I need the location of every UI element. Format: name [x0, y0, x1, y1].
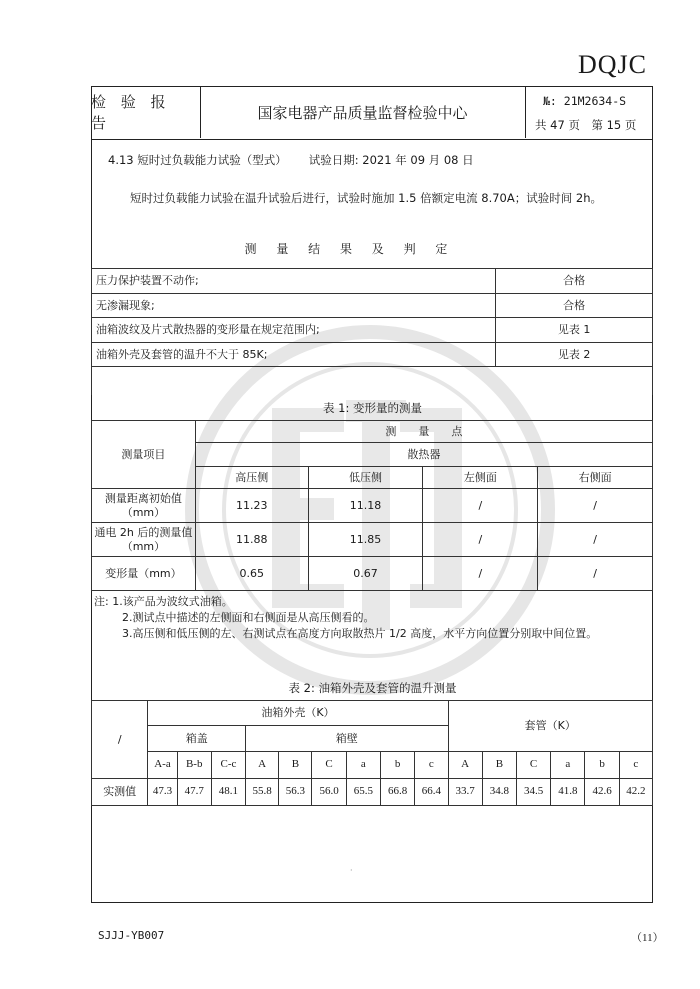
table-cell: / [538, 557, 653, 591]
col-header-side: 左侧面 [423, 467, 538, 489]
table-row [92, 342, 653, 367]
col-header-lid: 箱盖 [148, 726, 246, 752]
col-header-radiator: 散热器 [195, 443, 652, 467]
table-cell: 0.67 [308, 557, 423, 591]
point-label: B-b [177, 752, 211, 779]
section-title: 4.13 短时过负载能力试验（型式） [108, 153, 287, 167]
point-label: B [279, 752, 312, 779]
table-cell: 42.2 [619, 779, 652, 806]
table-cell: / [423, 489, 538, 523]
result-item: 压力保护装置不动作; [92, 269, 496, 294]
table-cell: 65.5 [346, 779, 380, 806]
table-cell: / [538, 489, 653, 523]
point-label: C-c [211, 752, 245, 779]
col-header-tank: 油箱外壳（K） [148, 701, 448, 726]
col-header-points: 测 量 点 [195, 421, 652, 443]
note-line: 3.高压侧和低压侧的左、右测试点在高度方向取散热片 1/2 高度，水平方向位置分别取中间位置。 [122, 627, 598, 640]
point-label: A [448, 752, 482, 779]
table-cell: 56.3 [279, 779, 312, 806]
col-header-item: 测量项目 [92, 421, 196, 489]
note-line: 2.测试点中描述的左侧面和右侧面是从高压侧看的。 [122, 611, 375, 624]
table-cell: 0.65 [195, 557, 308, 591]
table-cell: 42.6 [585, 779, 619, 806]
table-row [92, 367, 653, 396]
table-cell: 33.7 [448, 779, 482, 806]
table-cell: 66.4 [415, 779, 448, 806]
results-table [91, 268, 653, 395]
corner-cell: / [92, 701, 148, 779]
form-code: SJJJ-YB007 [98, 929, 165, 942]
point-label: A-a [148, 752, 177, 779]
report-number: №: 21M2634-S [543, 94, 627, 108]
row-label: 通电 2h 后的测量值（mm） [92, 523, 196, 557]
table-row [92, 421, 653, 443]
point-label: A [246, 752, 279, 779]
table-row [92, 701, 653, 726]
col-header-side: 高压侧 [195, 467, 308, 489]
point-label: b [380, 752, 414, 779]
test-date: 试验日期: 2021 年 09 月 08 日 [308, 153, 474, 167]
point-label: C [516, 752, 550, 779]
col-header-side: 低压侧 [308, 467, 423, 489]
scan-mark: · [350, 866, 353, 875]
table-row [92, 752, 653, 779]
point-label: c [415, 752, 448, 779]
page-number: （11） [631, 932, 664, 944]
table-cell: 11.85 [308, 523, 423, 557]
table-cell: / [538, 523, 653, 557]
note-line: 注: 1.该产品为波纹式油箱。 [94, 595, 233, 608]
table-cell: 55.8 [246, 779, 279, 806]
report-header [91, 86, 653, 140]
table-cell: / [423, 523, 538, 557]
table-cell: 47.7 [177, 779, 211, 806]
row-label: 变形量（mm） [92, 557, 196, 591]
table-row [92, 293, 653, 318]
table-cell: 48.1 [211, 779, 245, 806]
notes [94, 594, 597, 642]
table-cell: 34.5 [516, 779, 550, 806]
point-label: a [346, 752, 380, 779]
report-type: 检 验 报 告 [91, 86, 201, 138]
table1-title: 表 1: 变形量的测量 [322, 401, 422, 415]
result-item: 无渗漏现象; [92, 293, 496, 318]
temperature-rise-table [91, 700, 653, 806]
table-row [92, 489, 653, 523]
table-row [92, 557, 653, 591]
deformation-table [91, 420, 653, 591]
table-row [92, 523, 653, 557]
report-info [525, 86, 653, 138]
point-label: b [585, 752, 619, 779]
table-cell: 66.8 [380, 779, 414, 806]
result-item: 油箱外壳及套管的温升不大于 85K; [92, 342, 496, 367]
table2-title: 表 2: 油箱外壳及套管的温升测量 [288, 681, 457, 695]
point-label: C [312, 752, 346, 779]
section-heading [108, 152, 474, 168]
org-name: 国家电器产品质量监督检验中心 [200, 86, 526, 138]
result-verdict: 见表 2 [496, 342, 653, 367]
results-title: 测 量 结 果 及 判 定 [244, 242, 456, 256]
table-row [92, 269, 653, 294]
table-cell: 34.8 [482, 779, 516, 806]
result-item: 油箱波纹及片式散热器的变形量在规定范围内; [92, 318, 496, 343]
page-count: 共 47 页 第 15 页 [535, 118, 637, 132]
table-cell: 11.23 [195, 489, 308, 523]
col-header-bushing: 套管（K） [448, 701, 652, 752]
row-label: 测量距离初始值（mm） [92, 489, 196, 523]
table-row [92, 779, 653, 806]
point-label: a [551, 752, 585, 779]
table-cell: 47.3 [148, 779, 177, 806]
col-header-wall: 箱壁 [246, 726, 448, 752]
spacer-cell [92, 367, 653, 396]
table-row [92, 318, 653, 343]
result-verdict: 合格 [496, 293, 653, 318]
section-description: 短时过负载能力试验在温升试验后进行，试验时施加 1.5 倍额定电流 8.70A；试验时间 2h。 [130, 191, 602, 205]
point-label: B [482, 752, 516, 779]
result-verdict: 见表 1 [496, 318, 653, 343]
table-cell: 56.0 [312, 779, 346, 806]
table-cell: 11.18 [308, 489, 423, 523]
col-header-side: 右侧面 [538, 467, 653, 489]
table-cell: 41.8 [551, 779, 585, 806]
row-label: 实测值 [92, 779, 148, 806]
table-cell: 11.88 [195, 523, 308, 557]
table-cell: / [423, 557, 538, 591]
point-label: c [619, 752, 652, 779]
result-verdict: 合格 [496, 269, 653, 294]
brand-code: DQJC [578, 50, 648, 79]
